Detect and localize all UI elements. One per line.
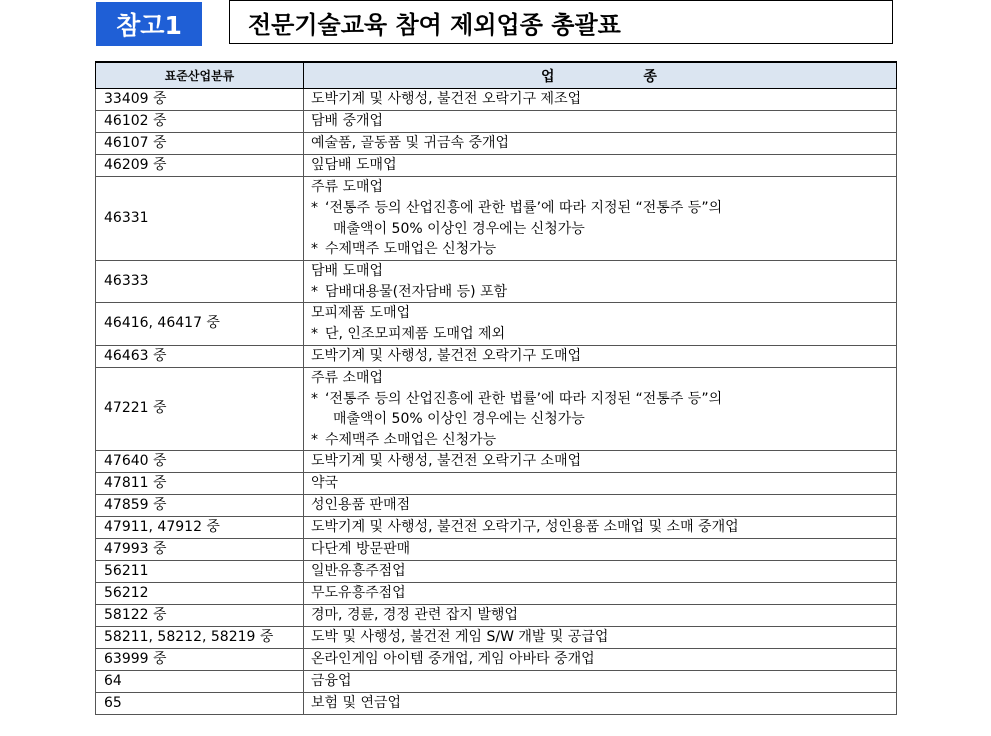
industry-description-cell bbox=[304, 605, 897, 627]
industry-description: 도박기계 및 사행성, 불건전 오락기구 소매업 bbox=[311, 453, 582, 469]
column-header-industry: 업 종 bbox=[304, 62, 897, 89]
note-text: ‘전통주 등의 산업진흥에 관한 법률’에 따라 지정된 “전통주 등”의 bbox=[325, 200, 723, 216]
note-text: 단, 인조모피제품 도매업 제외 bbox=[325, 326, 506, 342]
industry-description-cell bbox=[304, 451, 897, 473]
industry-code-cell: 46107 중 bbox=[96, 133, 304, 155]
industry-description-cell bbox=[304, 260, 897, 303]
table-row bbox=[96, 89, 897, 111]
industry-description: 잎담배 도매업 bbox=[311, 157, 397, 173]
industry-description-cell bbox=[304, 649, 897, 671]
table-row bbox=[96, 561, 897, 583]
industry-description-cell bbox=[304, 155, 897, 177]
industry-code-cell: 47859 중 bbox=[96, 495, 304, 517]
industry-code-cell: 46331 bbox=[96, 177, 304, 261]
industry-description: 경마, 경륜, 경정 관련 잡지 발행업 bbox=[311, 607, 518, 623]
industry-description-cell bbox=[304, 367, 897, 451]
industry-description: 도박기계 및 사행성, 불건전 오락기구 도매업 bbox=[311, 347, 582, 364]
table-row bbox=[96, 133, 897, 155]
industry-description: 담배 중개업 bbox=[311, 113, 384, 129]
industry-code-cell: 65 bbox=[96, 693, 304, 715]
industry-note bbox=[311, 239, 896, 260]
table-row bbox=[96, 495, 897, 517]
industry-code-cell: 47993 중 bbox=[96, 539, 304, 561]
table-row bbox=[96, 627, 897, 649]
table-row bbox=[96, 517, 897, 539]
industry-code-cell: 47811 중 bbox=[96, 473, 304, 495]
note-asterisk: * bbox=[311, 431, 318, 448]
note-asterisk: * bbox=[311, 390, 318, 407]
industry-description: 도박기계 및 사행성, 불건전 오락기구 제조업 bbox=[311, 91, 582, 107]
industry-description: 보험 및 연금업 bbox=[311, 695, 402, 711]
industry-description: 주류 도매업 bbox=[311, 179, 384, 195]
industry-code-cell: 33409 중 bbox=[96, 89, 304, 111]
note-text: 수제맥주 도매업은 신청가능 bbox=[325, 241, 497, 257]
industry-code-cell: 46209 중 bbox=[96, 155, 304, 177]
industry-note bbox=[311, 282, 896, 303]
industry-description-cell bbox=[304, 627, 897, 649]
industry-description-cell bbox=[304, 303, 897, 346]
industry-code-cell: 46463 중 bbox=[96, 345, 304, 367]
industry-note bbox=[311, 324, 896, 345]
note-text: 담배대용물(전자담배 등) 포함 bbox=[325, 283, 508, 300]
industry-code-cell: 63999 중 bbox=[96, 649, 304, 671]
industry-description-cell bbox=[304, 345, 897, 367]
table-row bbox=[96, 671, 897, 693]
table-row bbox=[96, 303, 897, 346]
industry-code-cell: 46333 bbox=[96, 260, 304, 303]
industry-note bbox=[311, 430, 896, 451]
note-asterisk: * bbox=[311, 200, 318, 216]
industry-description-cell bbox=[304, 561, 897, 583]
industry-description-cell bbox=[304, 517, 897, 539]
table-row bbox=[96, 177, 897, 261]
industry-description-cell bbox=[304, 671, 897, 693]
industry-description-cell bbox=[304, 495, 897, 517]
industry-code-cell: 56211 bbox=[96, 561, 304, 583]
industry-description-cell bbox=[304, 177, 897, 261]
industry-code-cell: 64 bbox=[96, 671, 304, 693]
page-title: 전문기술교육 참여 제외업종 총괄표 bbox=[229, 0, 893, 44]
note-asterisk: * bbox=[311, 241, 318, 257]
table-row bbox=[96, 649, 897, 671]
industry-description: 예술품, 골동품 및 귀금속 중개업 bbox=[311, 135, 510, 151]
table-row bbox=[96, 451, 897, 473]
industry-code-cell: 56212 bbox=[96, 583, 304, 605]
industry-code-cell: 58122 중 bbox=[96, 605, 304, 627]
table-row bbox=[96, 260, 897, 303]
industry-description-cell bbox=[304, 111, 897, 133]
industry-description: 일반유흥주점업 bbox=[311, 563, 406, 579]
document-header bbox=[0, 0, 991, 60]
table-body bbox=[96, 89, 897, 715]
industry-description: 무도유흥주점업 bbox=[311, 585, 406, 601]
note-asterisk: * bbox=[311, 283, 318, 300]
industry-description: 주류 소매업 bbox=[311, 369, 384, 386]
industry-description: 모피제품 도매업 bbox=[311, 305, 411, 321]
industry-code-cell: 46102 중 bbox=[96, 111, 304, 133]
note-asterisk: * bbox=[311, 326, 318, 342]
industry-description-cell bbox=[304, 473, 897, 495]
industry-description: 성인용품 판매점 bbox=[311, 497, 411, 513]
industry-description-cell bbox=[304, 693, 897, 715]
table-row bbox=[96, 605, 897, 627]
industry-note bbox=[311, 198, 896, 219]
industry-description-cell bbox=[304, 583, 897, 605]
note-text: ‘전통주 등의 산업진흥에 관한 법률’에 따라 지정된 “전통주 등”의 bbox=[325, 390, 723, 407]
note-continuation: 매출액이 50% 이상인 경우에는 신청가능 bbox=[333, 220, 585, 237]
industry-description-cell bbox=[304, 539, 897, 561]
reference-badge: 참고1 bbox=[96, 2, 202, 46]
table-row bbox=[96, 473, 897, 495]
table-row bbox=[96, 583, 897, 605]
exclusion-table-container bbox=[95, 61, 896, 715]
column-header-classification: 표준산업분류 bbox=[96, 62, 304, 89]
industry-description: 금융업 bbox=[311, 673, 352, 689]
table-row bbox=[96, 367, 897, 451]
industry-description: 도박 및 사행성, 불건전 게임 S/W 개발 및 공급업 bbox=[311, 629, 609, 645]
industry-description: 담배 도매업 bbox=[311, 262, 384, 279]
note-text: 수제맥주 소매업은 신청가능 bbox=[325, 431, 497, 448]
note-continuation: 매출액이 50% 이상인 경우에는 신청가능 bbox=[333, 411, 585, 427]
table-row bbox=[96, 155, 897, 177]
table-row bbox=[96, 539, 897, 561]
industry-description-cell bbox=[304, 89, 897, 111]
table-header-row bbox=[96, 62, 897, 89]
industry-code-cell: 58211, 58212, 58219 중 bbox=[96, 627, 304, 649]
industry-description: 다단계 방문판매 bbox=[311, 541, 411, 557]
industry-description: 약국 bbox=[311, 475, 339, 491]
industry-description: 도박기계 및 사행성, 불건전 오락기구, 성인용품 소매업 및 소매 중개업 bbox=[311, 519, 739, 535]
industry-description-cell bbox=[304, 133, 897, 155]
industry-note bbox=[311, 389, 896, 410]
industry-code-cell: 47640 중 bbox=[96, 451, 304, 473]
industry-code-cell: 47911, 47912 중 bbox=[96, 517, 304, 539]
exclusion-table bbox=[95, 61, 897, 715]
table-row bbox=[96, 693, 897, 715]
table-row bbox=[96, 345, 897, 367]
industry-code-cell: 46416, 46417 중 bbox=[96, 303, 304, 346]
industry-code-cell: 47221 중 bbox=[96, 367, 304, 451]
table-row bbox=[96, 111, 897, 133]
industry-description: 온라인게임 아이템 중개업, 게임 아바타 중개업 bbox=[311, 651, 595, 667]
